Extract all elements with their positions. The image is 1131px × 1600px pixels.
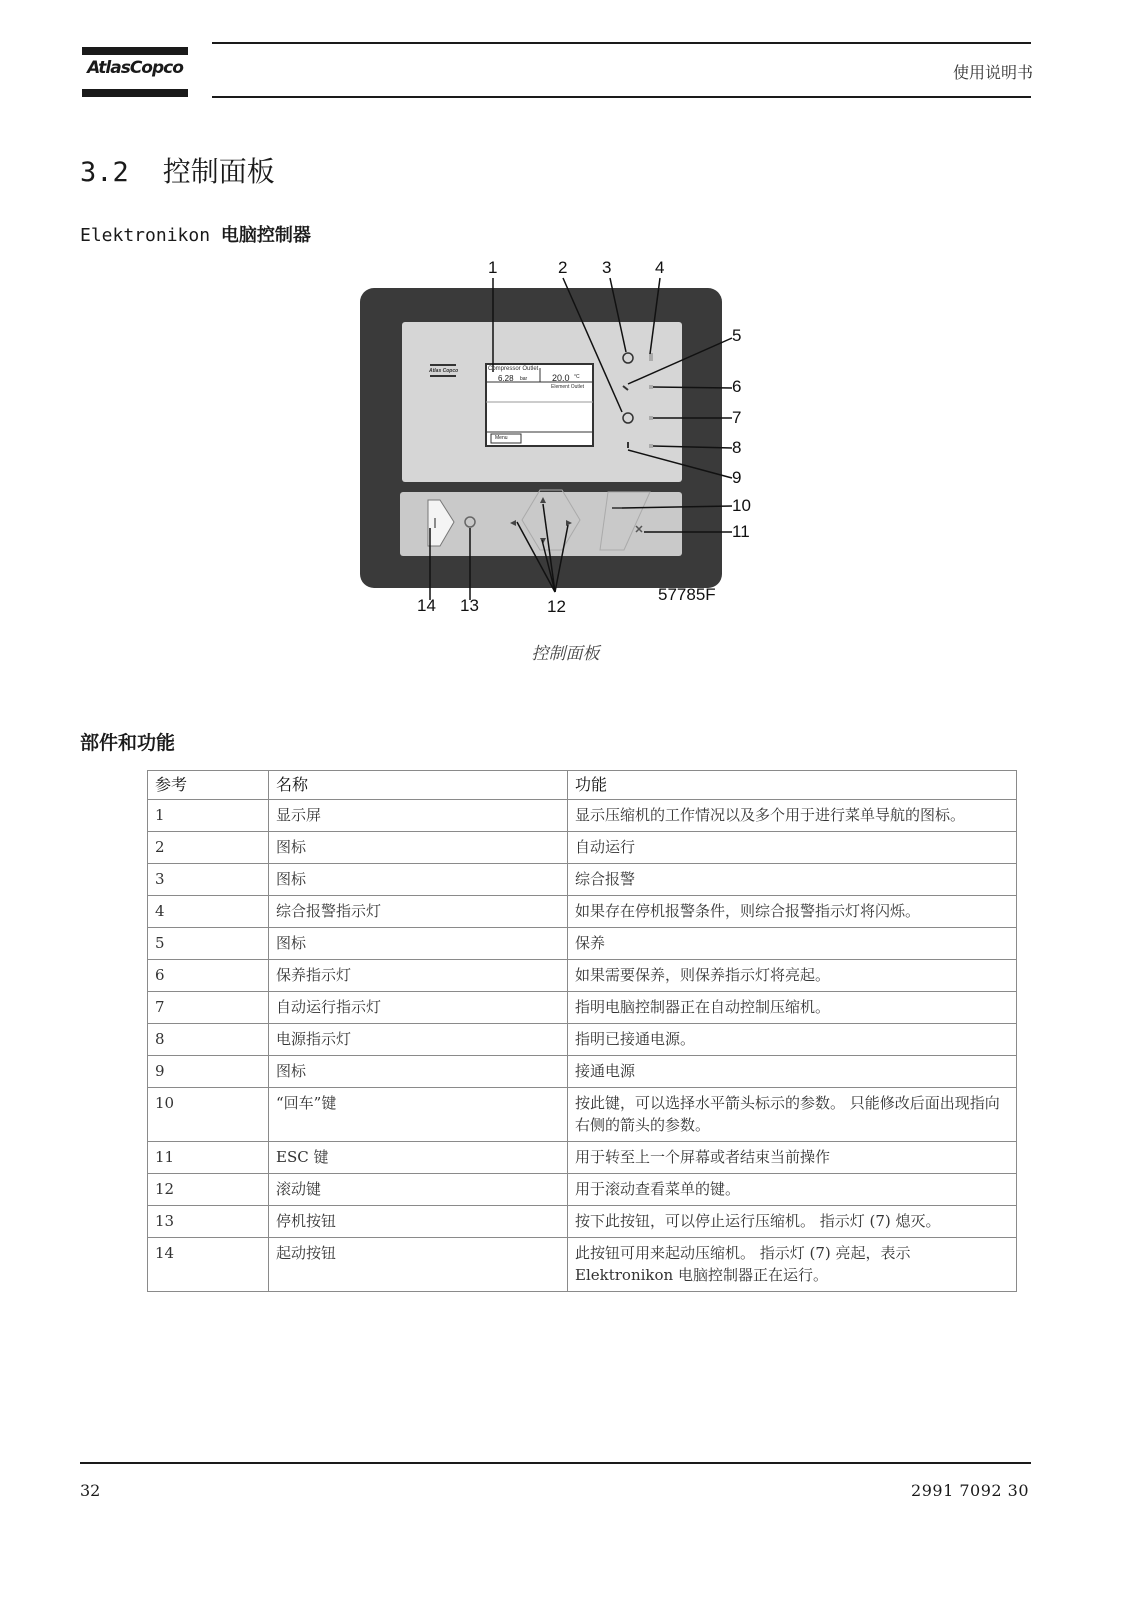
row-ref: 4 [148,896,269,928]
figure-caption: 控制面板 [531,644,600,664]
row-name: 图标 [269,832,568,864]
callout-9: 9 [732,468,742,487]
callout-11: 11 [732,522,750,541]
row-ref: 14 [148,1238,269,1292]
header-rule-bottom [212,96,1031,98]
row-name: 图标 [269,928,568,960]
table-row [148,864,1017,896]
row-ref: 5 [148,928,269,960]
row-function: 自动运行 [568,832,1017,864]
column-header-function: 功能 [568,771,1017,800]
row-name: 自动运行指示灯 [269,992,568,1024]
table-row [148,928,1017,960]
callout-5: 5 [732,326,742,345]
screen-menu-label: Menu [495,435,508,441]
alarm-led [649,353,653,361]
auto-run-led [649,416,653,420]
subtitle [80,221,311,247]
callout-3: 3 [602,258,612,277]
logo-bar-bottom [82,89,188,97]
callout-12: 12 [547,597,566,616]
row-function: 接通电源 [568,1056,1017,1088]
row-function: 按下此按钮，可以停止运行压缩机。 指示灯 (7) 熄灭。 [568,1206,1017,1238]
callout-10: 10 [732,496,751,515]
row-name: 保养指示灯 [269,960,568,992]
row-name: 电源指示灯 [269,1024,568,1056]
row-ref: 13 [148,1206,269,1238]
power-icon [627,442,629,448]
row-function: 指明已接通电源。 [568,1024,1017,1056]
row-ref: 3 [148,864,269,896]
row-function: 指明电脑控制器正在自动控制压缩机。 [568,992,1017,1024]
row-ref: 11 [148,1142,269,1174]
column-header-name: 名称 [269,771,568,800]
screen-line1-unit: bar [520,376,528,382]
row-ref: 7 [148,992,269,1024]
table-row [148,800,1017,832]
row-name: 停机按钮 [269,1206,568,1238]
callout-4: 4 [655,258,665,277]
row-function: 此按钮可用来起动压缩机。 指示灯 (7) 亮起，表示 Elektronikon 电脑控制器正在运行。 [568,1238,1017,1292]
row-function: 按此键，可以选择水平箭头标示的参数。 只能修改后面出现指向右侧的箭头的参数。 [568,1088,1017,1142]
row-ref: 9 [148,1056,269,1088]
screen-line2-unit: °C [574,374,580,380]
row-name: “回车”键 [269,1088,568,1142]
table-row [148,1206,1017,1238]
subtitle-cjk: 电脑控制器 [220,225,311,246]
table-row [148,1174,1017,1206]
callout-7: 7 [732,408,742,427]
row-name: 滚动键 [269,1174,568,1206]
doc-number: 2991 7092 30 [911,1481,1029,1500]
screen-line1-value: 6.28 [498,374,514,383]
row-ref: 8 [148,1024,269,1056]
section-heading [80,150,275,190]
row-function: 保养 [568,928,1017,960]
row-name: ESC 键 [269,1142,568,1174]
table-row [148,992,1017,1024]
logo-bar-top [82,47,188,55]
callout-14: 14 [417,596,436,615]
screen-line2-value: 20.0 [552,373,570,383]
row-name: 显示屏 [269,800,568,832]
screen-line1-label: Compressor Outlet [488,366,539,372]
row-function: 综合报警 [568,864,1017,896]
callout-1: 1 [488,258,498,277]
control-panel-figure [360,260,760,620]
table-row [148,1088,1017,1142]
column-header-ref: 参考 [148,771,269,800]
section-title: 控制面板 [162,155,275,188]
row-function: 如果存在停机报警条件，则综合报警指示灯将闪烁。 [568,896,1017,928]
brand-logo: AtlasCopco [87,58,183,78]
row-ref: 1 [148,800,269,832]
callout-8: 8 [732,438,742,457]
table-row [148,1238,1017,1292]
row-function: 用于转至上一个屏幕或者结束当前操作 [568,1142,1017,1174]
row-ref: 6 [148,960,269,992]
callout-6: 6 [732,377,742,396]
table-row [148,896,1017,928]
callout-13: 13 [460,596,479,615]
figure-id: 57785F [658,585,716,604]
subtitle-latin: Elektronikon [80,225,211,246]
row-name: 图标 [269,1056,568,1088]
header-rule-top [212,42,1031,44]
row-name: 起动按钮 [269,1238,568,1292]
row-name: 综合报警指示灯 [269,896,568,928]
section-number: 3.2 [80,157,129,188]
row-ref: 10 [148,1088,269,1142]
panel-brand-label: Atlas Copco [429,368,459,374]
table-row [148,960,1017,992]
row-function: 用于滚动查看菜单的键。 [568,1174,1017,1206]
row-function: 如果需要保养，则保养指示灯将亮起。 [568,960,1017,992]
row-ref: 2 [148,832,269,864]
page-number: 32 [80,1481,101,1500]
row-ref: 12 [148,1174,269,1206]
row-function: 显示压缩机的工作情况以及多个用于进行菜单导航的图标。 [568,800,1017,832]
parts-table [147,770,1017,1292]
table-header-row [148,771,1017,800]
maintenance-led [649,385,653,389]
table-row [148,1056,1017,1088]
table-row [148,832,1017,864]
table-row [148,1024,1017,1056]
parts-heading: 部件和功能 [80,732,176,754]
screen-line2-label: Element Outlet [551,384,585,390]
control-panel-drawing [360,260,760,620]
callout-2: 2 [558,258,568,277]
power-led [649,444,653,448]
doc-title: 使用说明书 [952,63,1033,82]
table-row [148,1142,1017,1174]
row-name: 图标 [269,864,568,896]
footer-rule [80,1462,1031,1464]
